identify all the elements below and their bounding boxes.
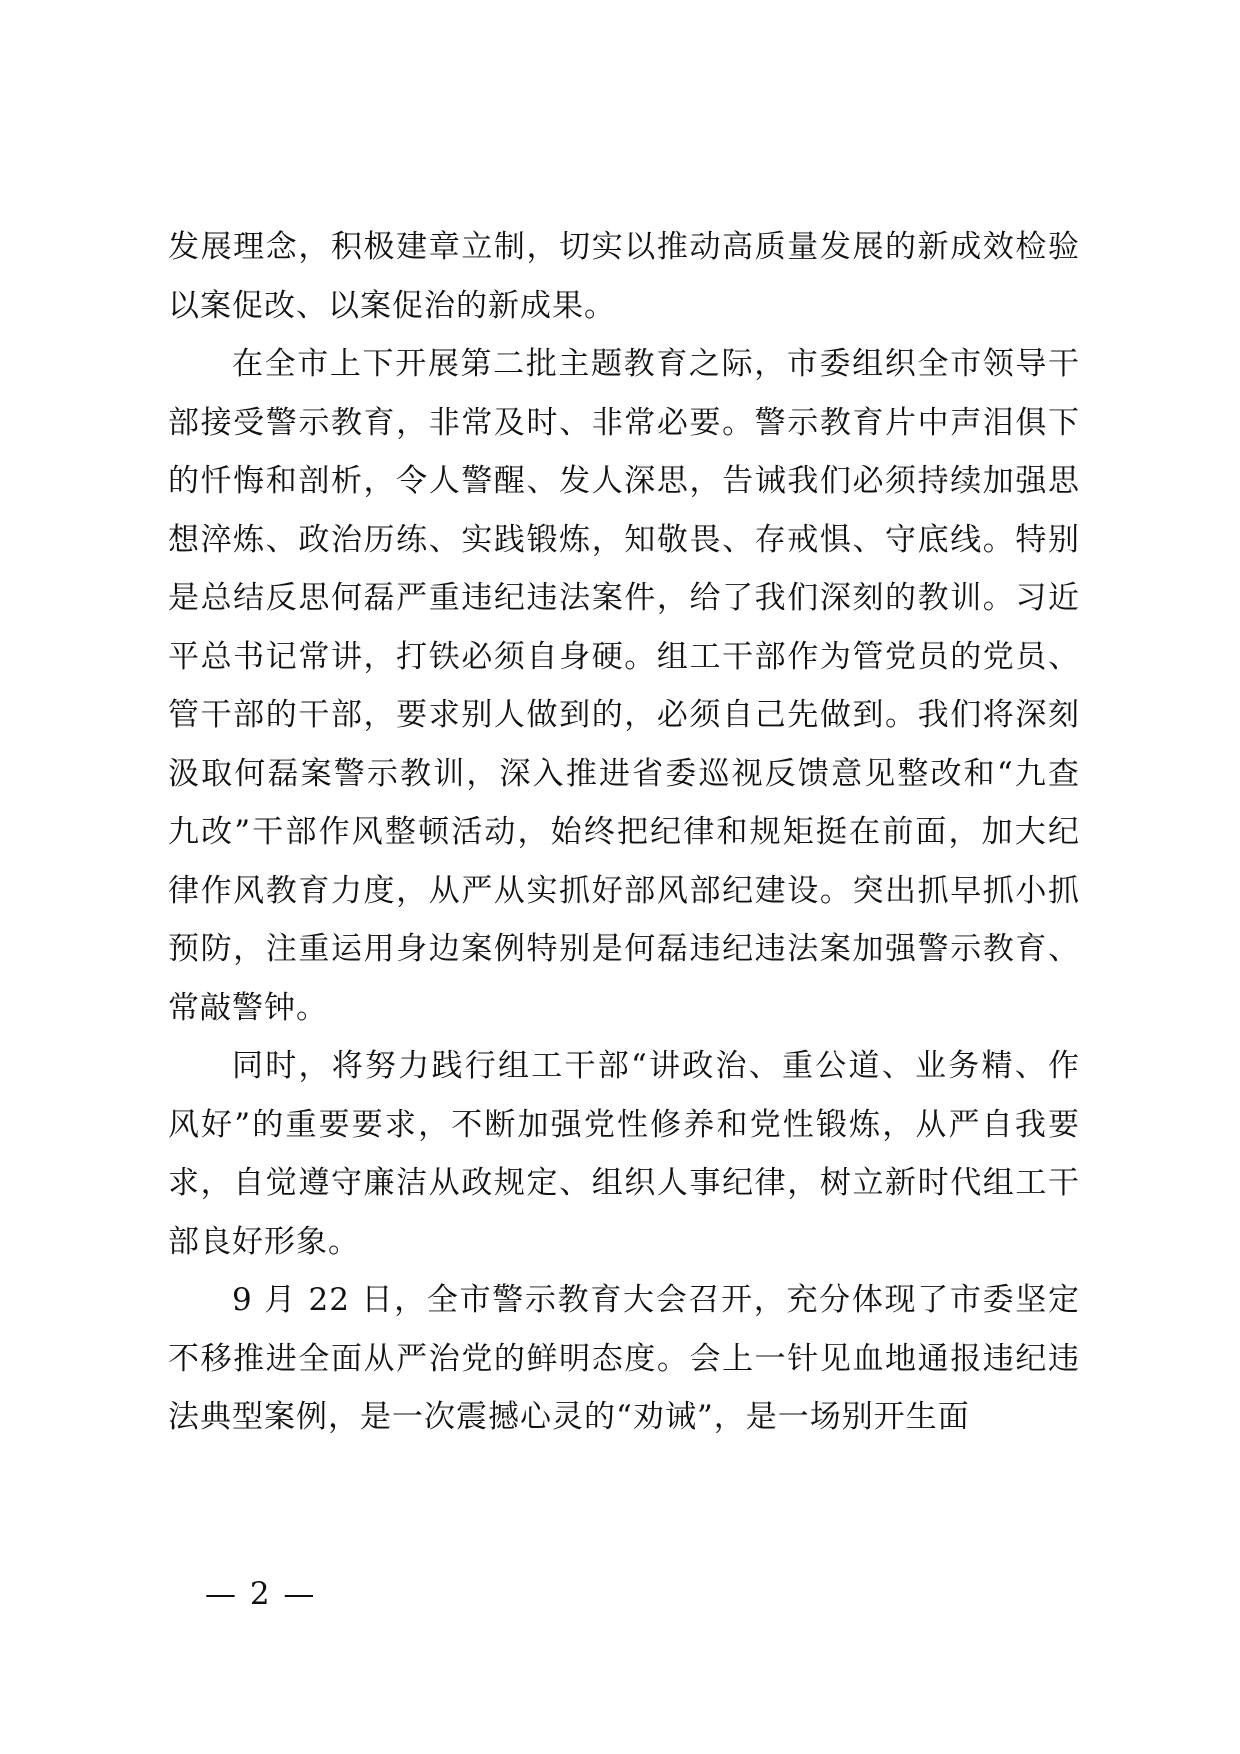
body-text [168,218,1080,1447]
paragraph-continuation: 发展理念，积极建章立制，切实以推动高质量发展的新成效检验以案促改、以案促治的新成果。 [168,229,1080,324]
paragraph-organization-cadres: 同时，将努力践行组工干部“讲政治、重公道、业务精、作风好”的重要要求，不断加强党性修养和党性锻炼，从严自我要求，自觉遵守廉洁从政规定、组织人事纪律，树立新时代组工干部良好形象。 [168,1048,1080,1260]
paragraph-conference: 9 月 22 日，全市警示教育大会召开，充分体现了市委坚定不移推进全面从严治党的鲜明态度。会上一针见血地通报违纪违法典型案例，是一次震撼心灵的“劝诫”，是一场别开生面 [168,1282,1080,1435]
page-number: — 2 — [205,1576,317,1612]
paragraph-warning-education: 在全市上下开展第二批主题教育之际，市委组织全市领导干部接受警示教育，非常及时、非常必要。警示教育片中声泪俱下的忏悔和剖析，令人警醒、发人深思，告诫我们必须持续加强思想淬炼、政治历练、实践锻炼，知敬畏、存戒惧、守底线。特别是总结反思何磊严重违纪违法案件，给了我们深刻的教训。习近平总书记常讲，打铁必须自身硬。组工干部作为管党员的党员、管干部的干部，要求别人做到的，必须自己先做到。我们将深刻汲取何磊案警示教训，深入推进省委巡视反馈意见整改和“九查九改”干部作风整顿活动，始终把纪律和规矩挺在前面，加大纪律作风教育力度，从严从实抓好部风部纪建设。突出抓早抓小抓预防，注重运用身边案例特别是何磊违纪违法案加强警示教育、常敲警钟。 [168,346,1080,1026]
